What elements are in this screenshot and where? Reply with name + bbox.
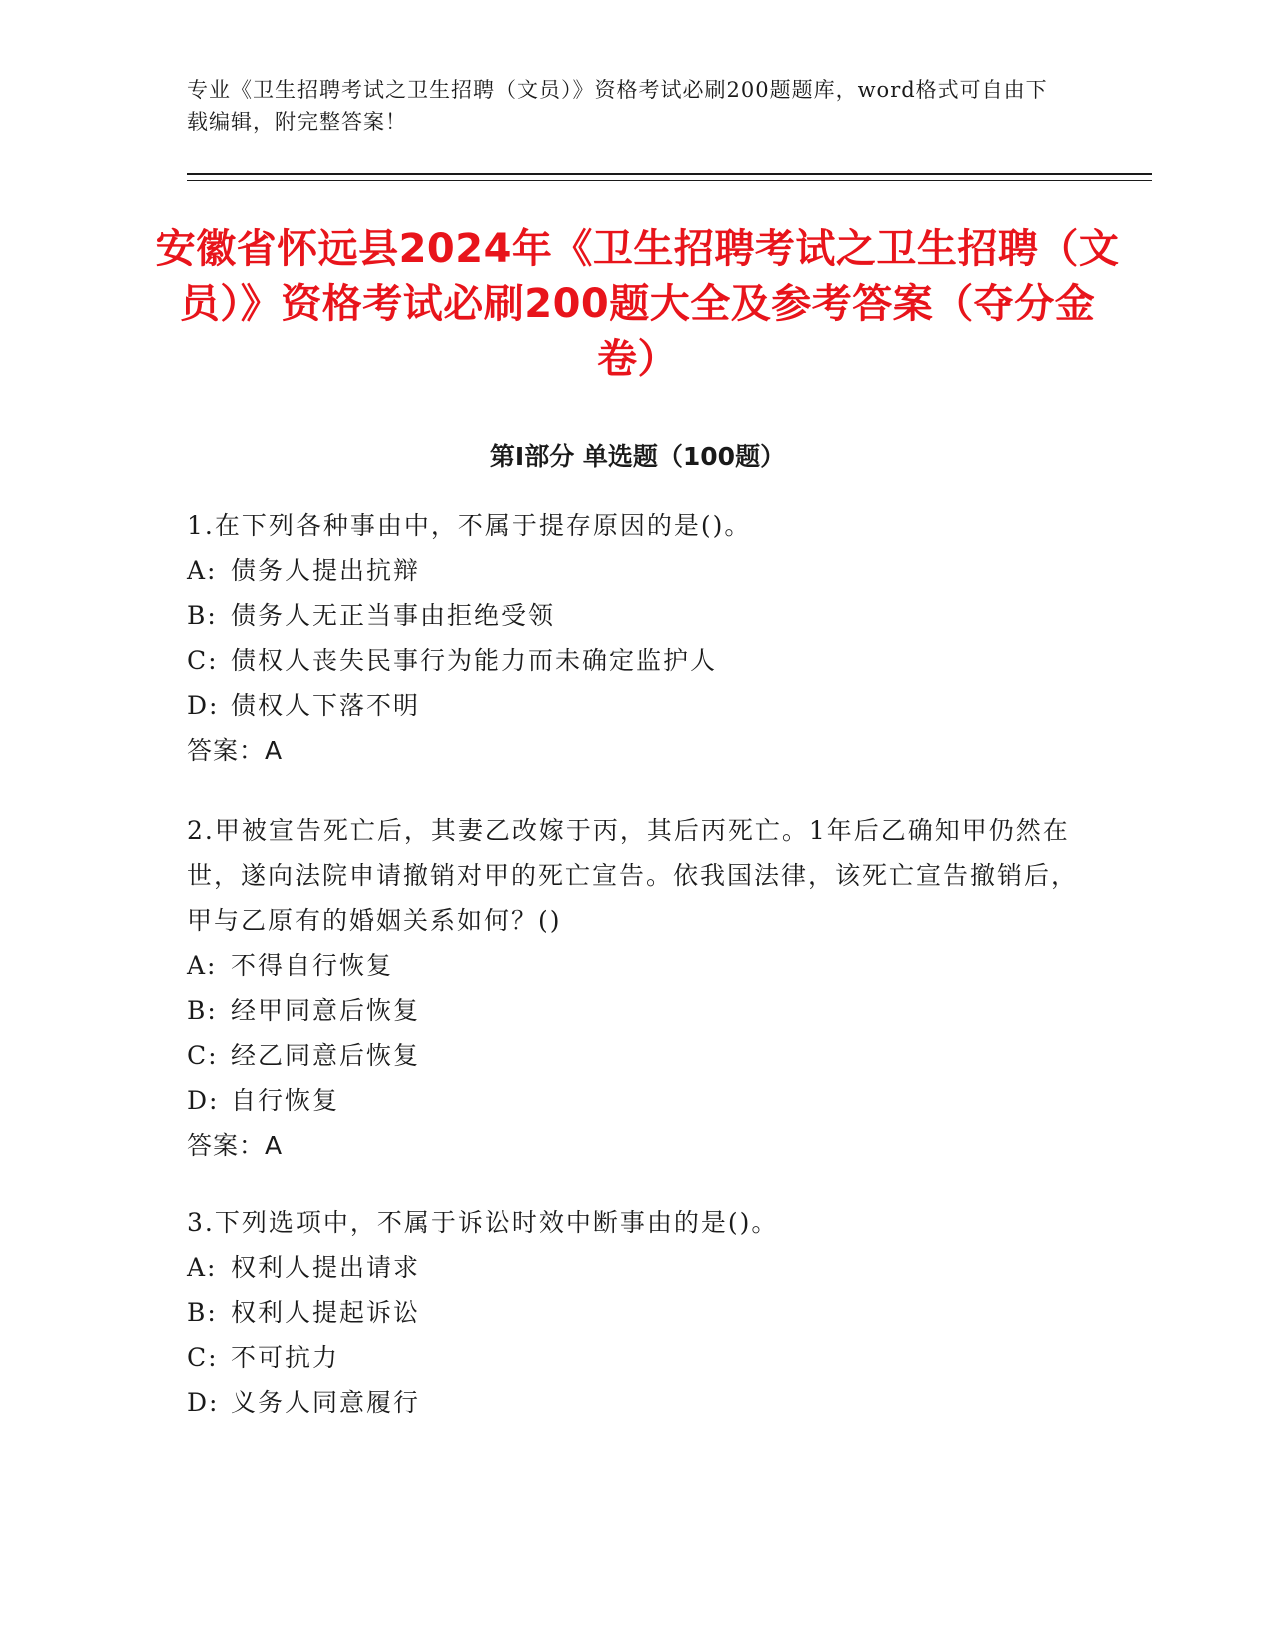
option-key: C:: [187, 1343, 219, 1372]
header-divider-thin: [187, 180, 1152, 181]
header-divider-thick: [187, 173, 1152, 175]
option-text: 经甲同意后恢复: [231, 996, 421, 1025]
option-a: [187, 1245, 1087, 1290]
question-stem: 3.下列选项中，不属于诉讼时效中断事由的是()。: [187, 1208, 779, 1237]
question-3: [187, 1200, 1087, 1425]
option-text: 不可抗力: [231, 1343, 340, 1372]
document-title: 安徽省怀远县2024年《卫生招聘考试之卫生招聘（文员）》资格考试必刷200题大全及参考答案（夺分金卷）: [155, 226, 1120, 382]
option-text: 不得自行恢复: [231, 951, 394, 980]
option-key: A:: [187, 1253, 218, 1282]
option-key: B:: [187, 1298, 218, 1327]
option-text: 权利人提出请求: [231, 1253, 421, 1282]
option-a: [187, 943, 1087, 988]
option-c: [187, 638, 1087, 683]
option-key: C:: [187, 1041, 219, 1070]
option-key: A:: [187, 556, 218, 585]
option-text: 债权人下落不明: [231, 691, 421, 720]
option-text: 债权人丧失民事行为能力而未确定监护人: [231, 646, 718, 675]
option-text: 债务人无正当事由拒绝受领: [231, 601, 556, 630]
option-key: A:: [187, 951, 218, 980]
header-note: 专业《卫生招聘考试之卫生招聘（文员）》资格考试必刷200题题库，word格式可自由下载编辑，附完整答案！: [187, 78, 1048, 134]
option-key: C:: [187, 646, 219, 675]
question-stem: 1.在下列各种事由中，不属于提存原因的是()。: [187, 511, 752, 540]
option-c: [187, 1033, 1087, 1078]
question-2: [187, 808, 1087, 1168]
answer: 答案：A: [187, 736, 284, 765]
option-text: 义务人同意履行: [231, 1388, 421, 1417]
option-a: [187, 548, 1087, 593]
option-d: [187, 1078, 1087, 1123]
answer: 答案：A: [187, 1131, 284, 1160]
option-text: 债务人提出抗辩: [231, 556, 421, 585]
option-c: [187, 1335, 1087, 1380]
option-key: D:: [187, 691, 220, 720]
option-key: D:: [187, 1086, 220, 1115]
option-b: [187, 593, 1087, 638]
option-d: [187, 683, 1087, 728]
option-key: B:: [187, 996, 218, 1025]
section-title: 第Ⅰ部分 单选题（100题）: [489, 442, 786, 471]
question-stem: 2.甲被宣告死亡后，其妻乙改嫁于丙，其后丙死亡。1年后乙确知甲仍然在世，遂向法院申请撤销对甲的死亡宣告。依我国法律，该死亡宣告撤销后，甲与乙原有的婚姻关系如何？(): [187, 816, 1079, 935]
option-text: 自行恢复: [231, 1086, 340, 1115]
option-key: B:: [187, 601, 218, 630]
option-text: 经乙同意后恢复: [231, 1041, 421, 1070]
option-b: [187, 1290, 1087, 1335]
option-d: [187, 1380, 1087, 1425]
option-text: 权利人提起诉讼: [231, 1298, 421, 1327]
option-b: [187, 988, 1087, 1033]
option-key: D:: [187, 1388, 220, 1417]
question-1: [187, 503, 1087, 773]
